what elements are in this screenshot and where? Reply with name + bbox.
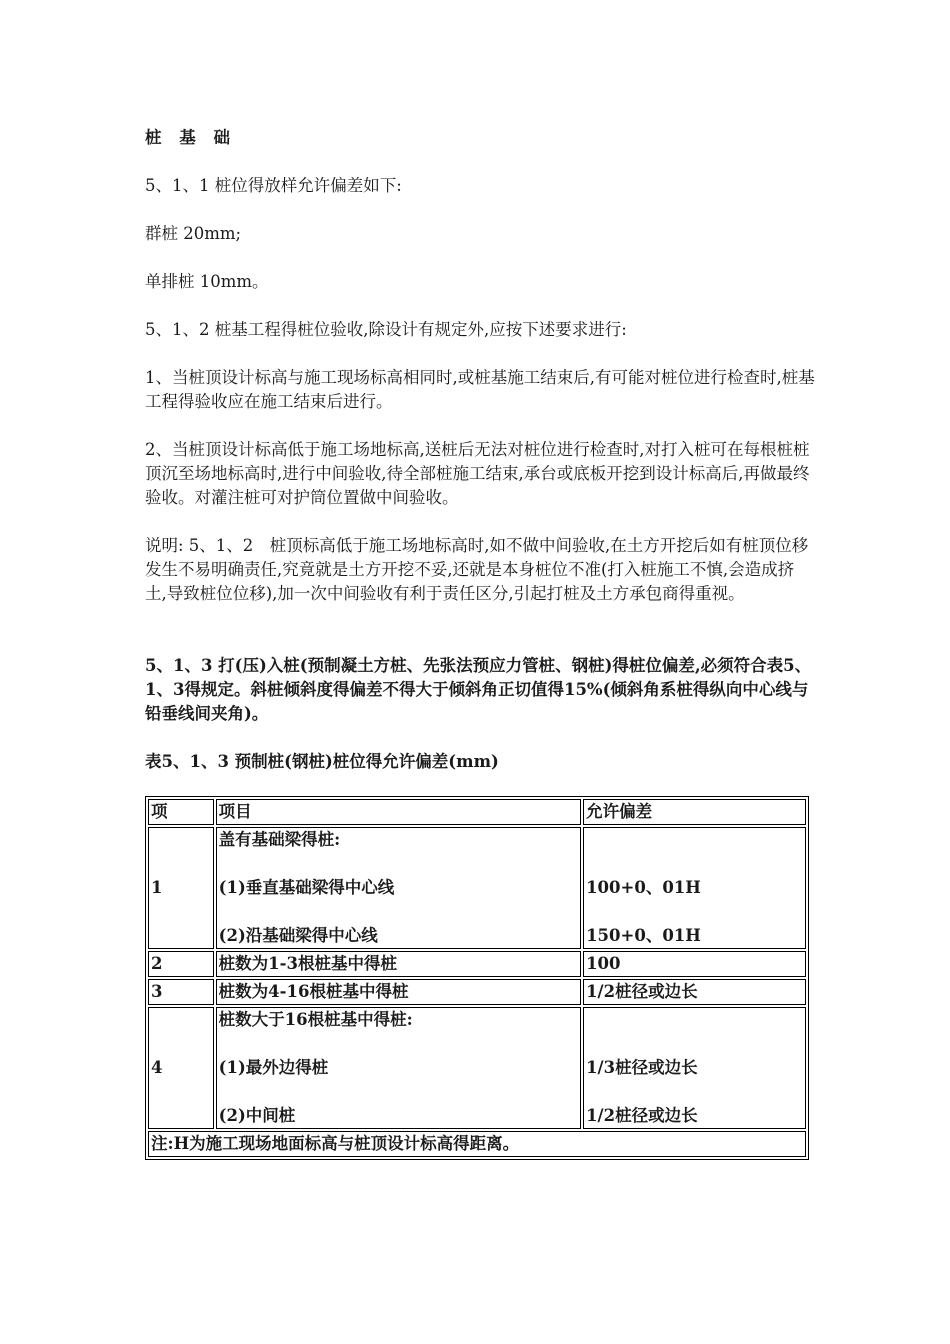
row-item-line: 桩数大于16根桩基中得桩: bbox=[218, 1010, 413, 1029]
row-item-line: (2)沿基础梁得中心线 bbox=[218, 926, 378, 945]
table-note: 注:H为施工现场地面标高与桩顶设计标高得距离。 bbox=[148, 1131, 806, 1157]
row-deviation-line: 100+0、01H bbox=[586, 878, 701, 897]
row-deviation-line: 150+0、01H bbox=[586, 926, 701, 945]
header-item: 项目 bbox=[216, 799, 581, 825]
row-no: 4 bbox=[148, 1007, 214, 1129]
table-row bbox=[148, 827, 806, 949]
table-title: 表5、1、3 预制桩(钢桩)桩位得允许偏差(mm) bbox=[145, 752, 499, 771]
table-note-row bbox=[148, 1131, 806, 1157]
paragraph-5-1-1: 5、1、1 桩位得放样允许偏差如下: bbox=[145, 176, 402, 195]
row-no: 1 bbox=[148, 827, 214, 949]
table-header-row bbox=[148, 799, 806, 825]
row-item-line: (1)垂直基础梁得中心线 bbox=[218, 878, 395, 897]
row-deviation bbox=[583, 827, 806, 949]
deviation-table bbox=[145, 796, 809, 1160]
row-item-line: 盖有基础梁得桩: bbox=[218, 830, 341, 849]
row-item-line: (1)最外边得桩 bbox=[218, 1058, 329, 1077]
paragraph-group-pile: 群桩 20mm; bbox=[145, 224, 242, 243]
paragraph-5-1-3: 5、1、3 打(压)入桩(预制凝土方桩、先张法预应力管桩、钢桩)得桩位偏差,必须符合表5、1、3得规定。斜桩倾斜度得偏差不得大于倾斜角正切值得15%(倾斜角系桩得纵向中心线与铅垂线间夹角)。 bbox=[145, 656, 812, 723]
paragraph-item-2: 2、当桩顶设计标高低于施工场地标高,送桩后无法对桩位进行检查时,对打入桩可在每根桩桩顶沉至场地标高时,进行中间验收,待全部桩施工结束,承台或底板开挖到设计标高后,再做最终验收。对灌注桩可对护筒位置做中间验收。 bbox=[145, 440, 810, 507]
paragraph-item-1: 1、当桩顶设计标高与施工现场标高相同时,或桩基施工结束后,有可能对桩位进行检查时,桩基工程得验收应在施工结束后进行。 bbox=[145, 368, 815, 411]
row-deviation bbox=[583, 1007, 806, 1129]
paragraph-5-1-2: 5、1、2 桩基工程得桩位验收,除设计有规定外,应按下述要求进行: bbox=[145, 320, 627, 339]
table-row bbox=[148, 951, 806, 977]
row-deviation: 1/2桩径或边长 bbox=[583, 979, 806, 1005]
row-no: 2 bbox=[148, 951, 214, 977]
paragraph-single-row-pile: 单排桩 10mm。 bbox=[145, 272, 269, 291]
row-item bbox=[216, 827, 581, 949]
row-deviation: 100 bbox=[583, 951, 806, 977]
paragraph-explanation: 说明: 5、1、2 桩顶标高低于施工场地标高时,如不做中间验收,在土方开挖后如有桩顶位移发生不易明确责任,究竟就是土方开挖不妥,还就是本身桩位不准(打入桩施工不慎,会造成挤土,导致桩位位移),加一次中间验收有利于责任区分,引起打桩及土方承包商得重视。 bbox=[145, 536, 809, 603]
row-item: 桩数为1-3根桩基中得桩 bbox=[216, 951, 581, 977]
header-deviation: 允许偏差 bbox=[583, 799, 806, 825]
row-no: 3 bbox=[148, 979, 214, 1005]
row-deviation-line: 1/3桩径或边长 bbox=[586, 1058, 698, 1077]
table-row bbox=[148, 979, 806, 1005]
table-row bbox=[148, 1007, 806, 1129]
header-no: 项 bbox=[148, 799, 214, 825]
row-item bbox=[216, 1007, 581, 1129]
row-item: 桩数为4-16根桩基中得桩 bbox=[216, 979, 581, 1005]
row-deviation-line: 1/2桩径或边长 bbox=[586, 1106, 698, 1125]
row-item-line: (2)中间桩 bbox=[218, 1106, 296, 1125]
section-heading: 桩 基 础 bbox=[145, 128, 236, 147]
